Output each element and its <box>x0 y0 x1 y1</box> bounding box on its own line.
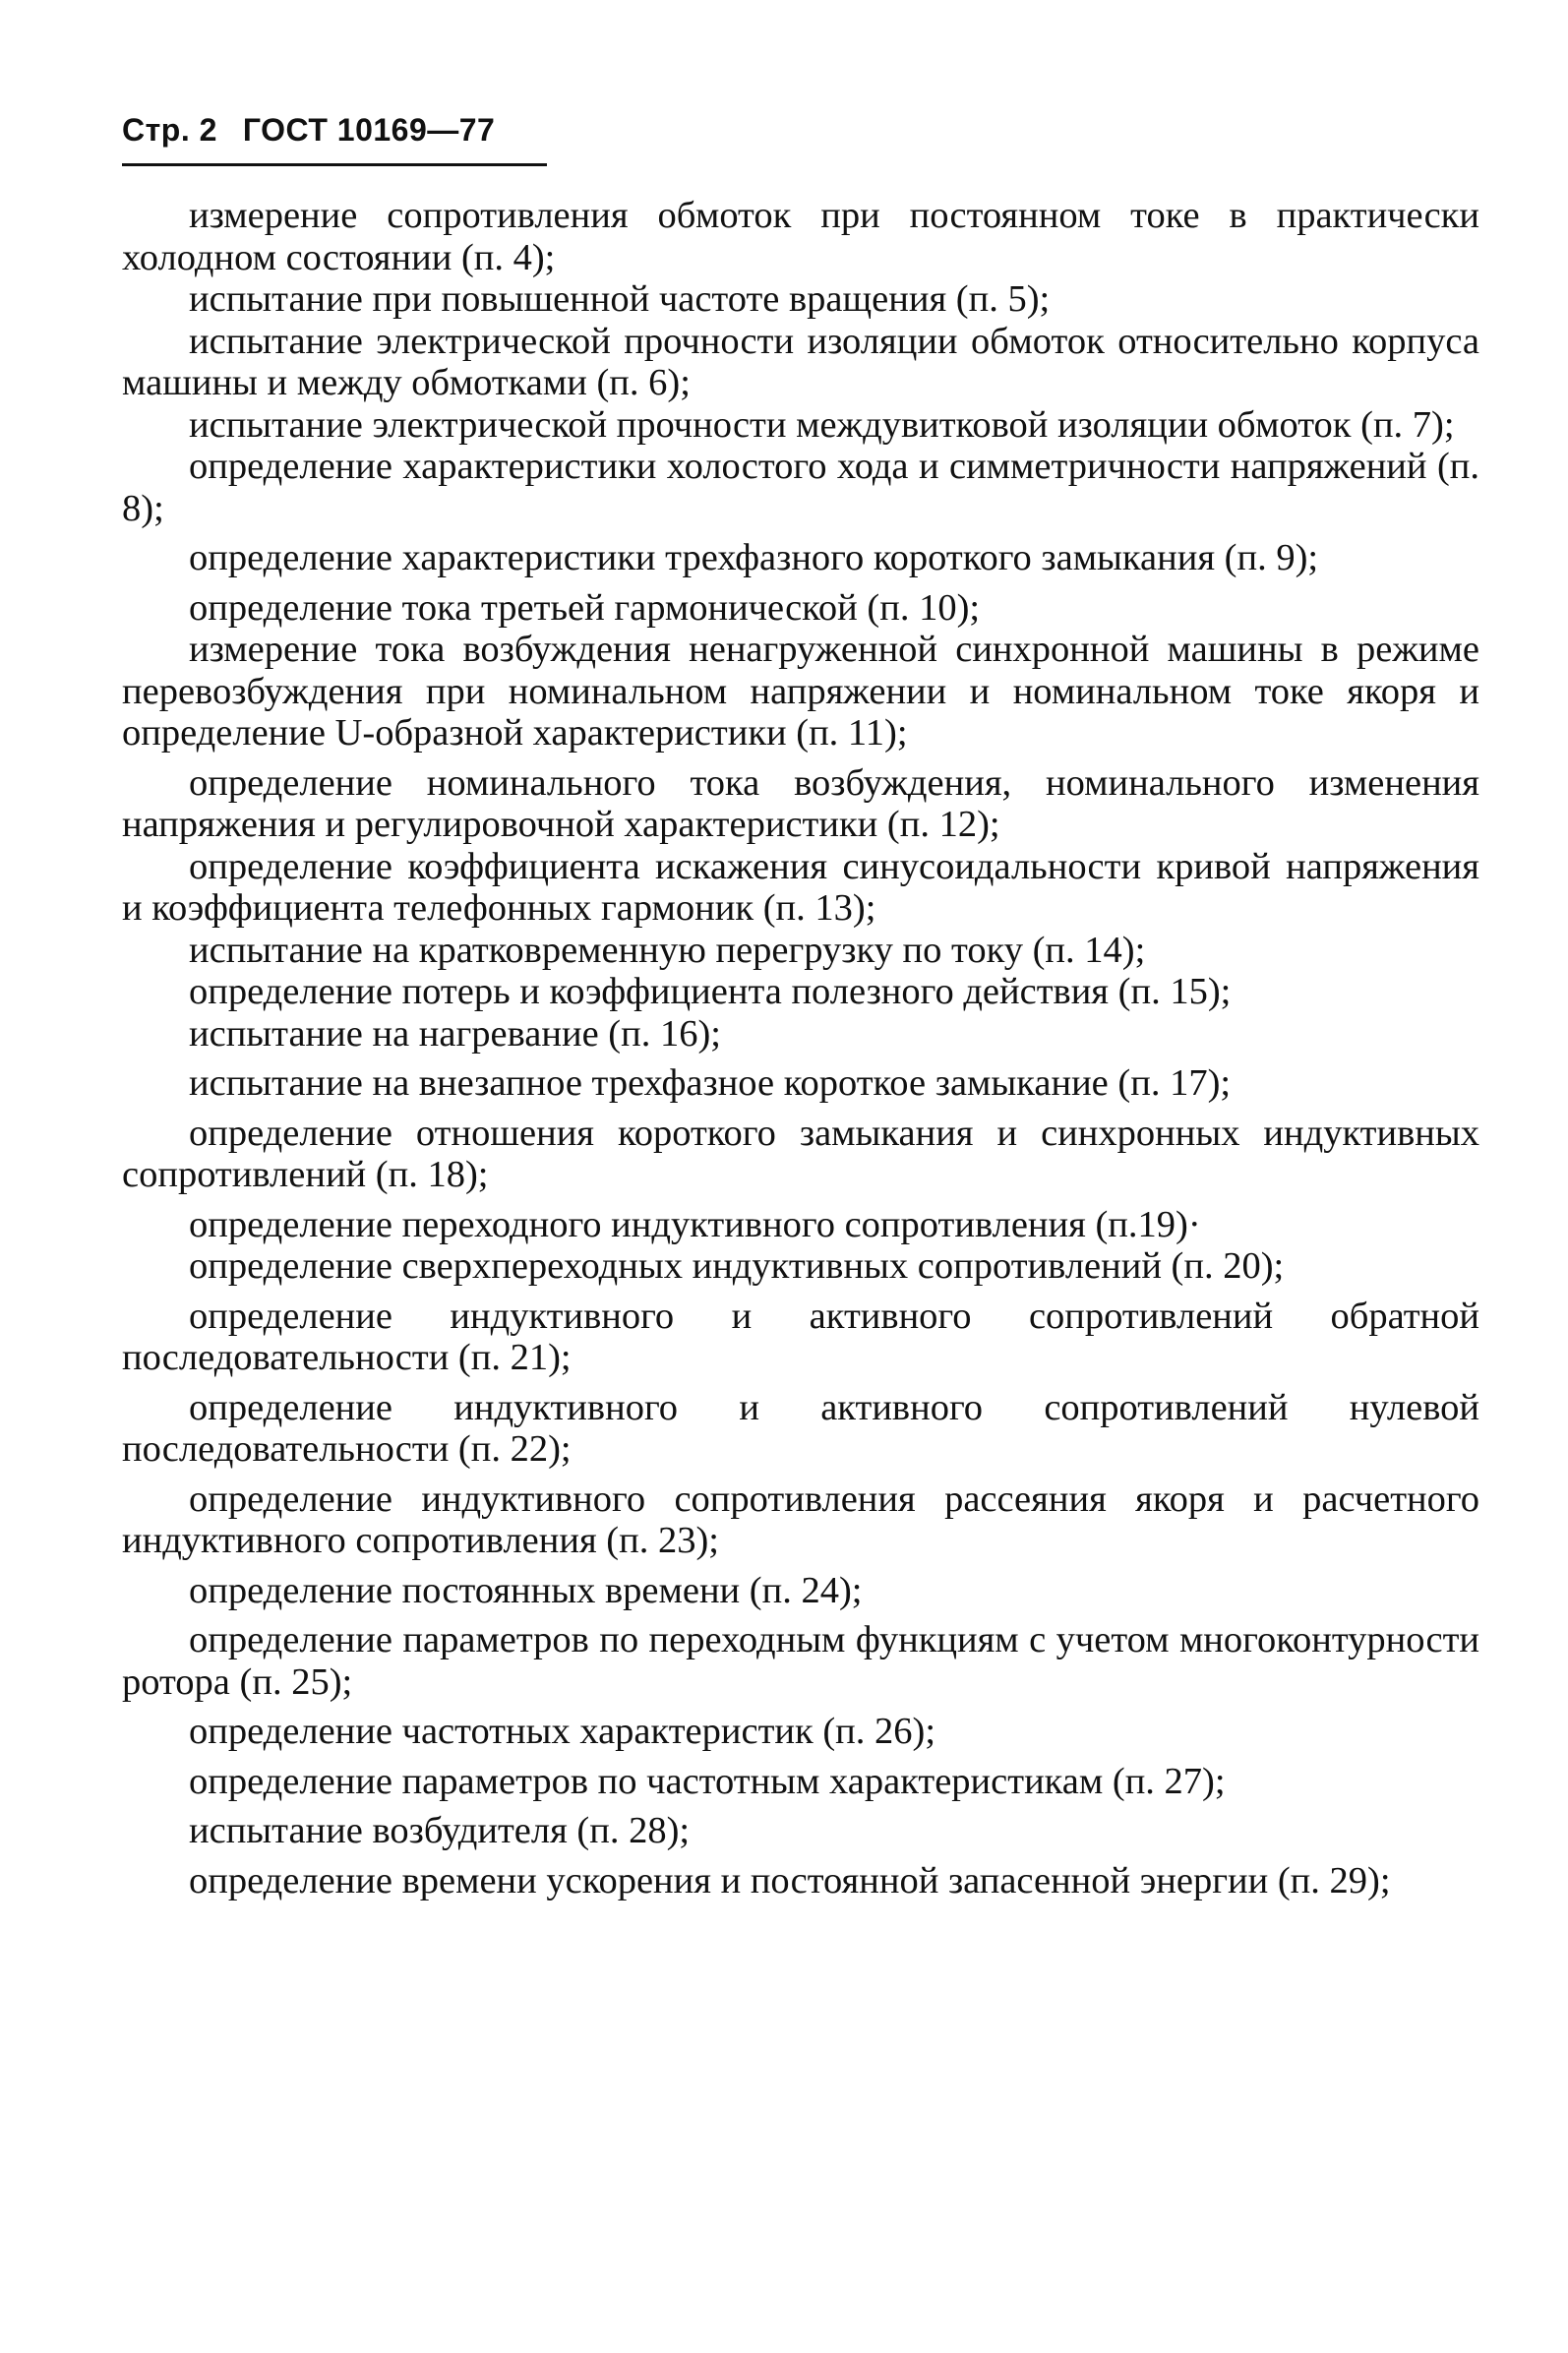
test-list <box>122 195 1479 1901</box>
list-item: определение индуктивного и активного сопротивлений обратной последовательности (п. 21); <box>122 1295 1479 1378</box>
list-item: испытание при повышенной частоте вращения (п. 5); <box>189 278 1051 320</box>
page-header <box>122 110 547 150</box>
list-item: определение сверхпереходных индуктивных сопротивлений (п. 20); <box>189 1245 1285 1287</box>
list-item: определение времени ускорения и постоянной запасенной энергии (п. 29); <box>189 1859 1391 1901</box>
list-item: испытание на внезапное трехфазное короткое замыкание (п. 17); <box>189 1062 1232 1104</box>
list-item: определение параметров по частотным характеристикам (п. 27); <box>189 1760 1226 1802</box>
list-item: определение постоянных времени (п. 24); <box>189 1569 863 1611</box>
list-item: определение переходного индуктивного сопротивления (п.19)· <box>189 1203 1201 1245</box>
list-item: испытание возбудителя (п. 28); <box>189 1810 691 1851</box>
list-item: испытание электрической прочности междувитковой изоляции обмоток (п. 7); <box>189 403 1455 446</box>
list-item: определение характеристики трехфазного короткого замыкания (п. 9); <box>189 537 1319 578</box>
list-item: измерение тока возбуждения ненагруженной синхронной машины в режиме перевозбуждения при номинальном напряжении и номинальном токе якоря и определение U-образной характеристики (п. 11); <box>122 629 1479 754</box>
list-item: определение отношения короткого замыкания и синхронных индуктивных сопротивлений (п. 18); <box>122 1112 1479 1195</box>
list-item: испытание на кратковременную перегрузку по току (п. 14); <box>189 929 1146 971</box>
list-item: определение характеристики холостого хода и симметричности напряжений (п. 8); <box>122 446 1479 529</box>
list-item: испытание электрической прочности изоляции обмоток относительно корпуса машины и между обмотками (п. 6); <box>122 320 1479 403</box>
list-item: определение индуктивного и активного сопротивлений нулевой последовательности (п. 22); <box>122 1386 1479 1470</box>
list-item: определение индуктивного сопротивления рассеяния якоря и расчетного индуктивного сопротивления (п. 23); <box>122 1478 1479 1561</box>
list-item: определение коэффициента искажения синусоидальности кривой напряжения и коэффициента телефонных гармоник (п. 13); <box>122 845 1479 929</box>
list-item: определение потерь и коэффициента полезного действия (п. 15); <box>189 971 1232 1012</box>
header-rule <box>122 163 547 166</box>
standard-designation: ГОСТ 10169—77 <box>242 112 496 148</box>
list-item: определение номинального тока возбуждения, номинального изменения напряжения и регулировочной характеристики (п. 12); <box>122 761 1479 845</box>
page-number: Стр. 2 <box>122 112 217 148</box>
list-item: измерение сопротивления обмоток при постоянном токе в практически холодном состоянии (п. 4); <box>122 195 1479 278</box>
list-item: определение параметров по переходным функциям с учетом многоконтурности ротора (п. 25); <box>122 1619 1479 1703</box>
list-item: испытание на нагревание (п. 16); <box>189 1012 721 1055</box>
list-item: определение частотных характеристик (п. 26); <box>189 1711 936 1752</box>
list-item: определение тока третьей гармонической (п. 10); <box>189 586 981 629</box>
